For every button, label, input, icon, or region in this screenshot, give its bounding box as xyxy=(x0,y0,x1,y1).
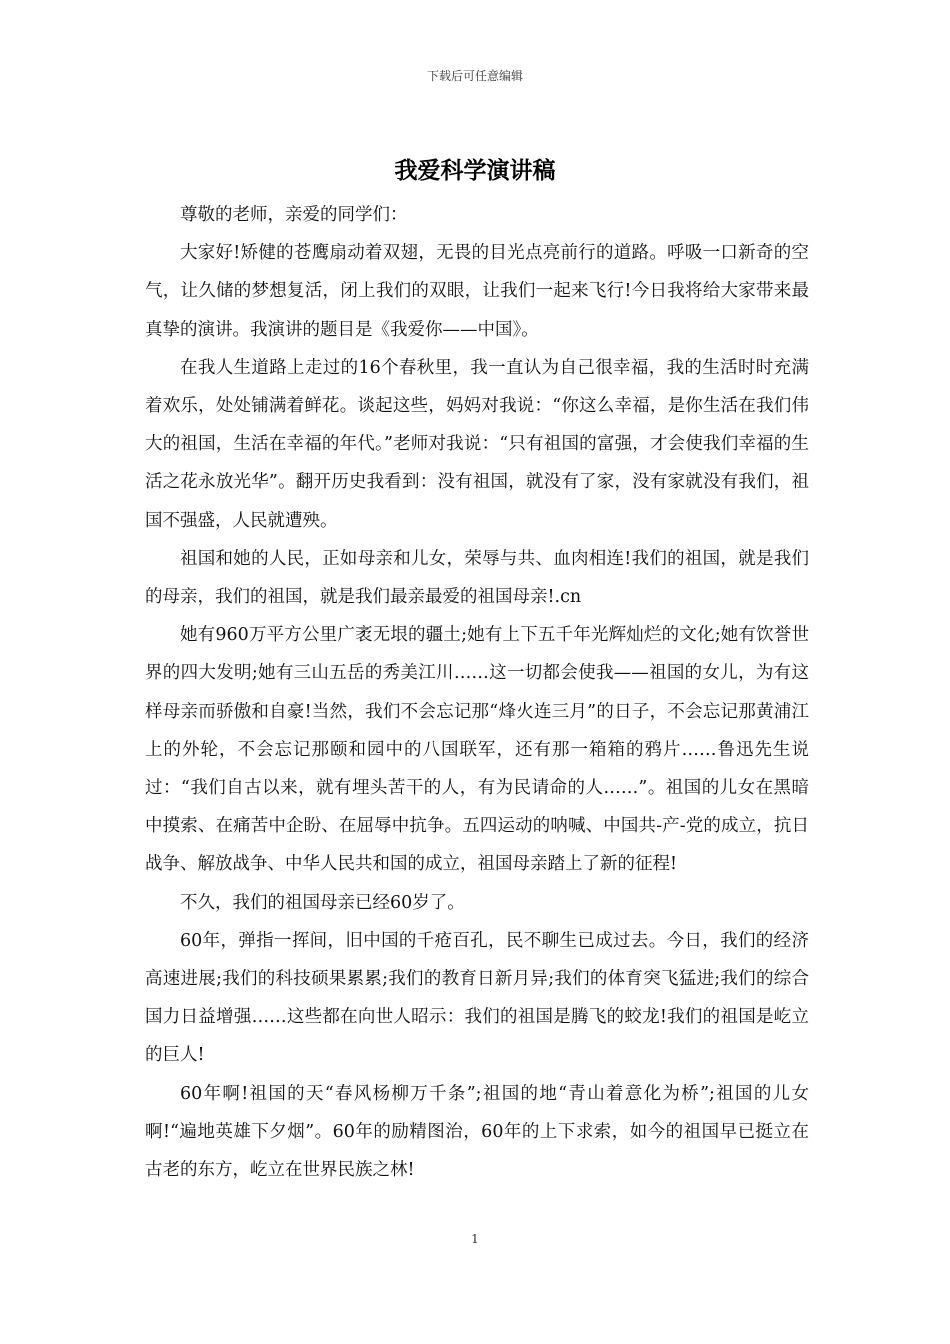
document-body xyxy=(145,196,809,1189)
paragraph-closing: 60年啊!祖国的天“春风杨柳万千条”;祖国的地“青山着意化为桥”;祖国的儿女啊!“遍地英雄下夕烟”。60年的励精图治，60年的上下求索，如今的祖国早已挺立在古老的东方，屹立在世界民族之林! xyxy=(145,1083,809,1181)
paragraph-achievements: 60年，弹指一挥间，旧中国的千疮百孔，民不聊生已成过去。今日，我们的经济高速进展;我们的科技硕果累累;我们的教育日新月异;我们的体育突飞猛进;我们的综合国力日益增强……这些都在向世人昭示：我们的祖国是腾飞的蛟龙!我们的祖国是屹立的巨人! xyxy=(145,930,809,1066)
paragraph-sixty-years-old: 不久，我们的祖国母亲已经60岁了。 xyxy=(180,892,465,913)
page-header: 下载后可任意编辑 xyxy=(426,69,523,83)
paragraph-sixteen-years: 在我人生道路上走过的16个春秋里，我一直认为自己很幸福，我的生活时时充满着欢乐，处处铺满着鲜花。谈起这些，妈妈对我说：“你这么幸福，是你生活在我们伟大的祖国，生活在幸福的年代。”老师对我说：“只有祖国的富强，才会使我们幸福的生活之花永放光华”。翻开历史我看到：没有祖国，就没有了家，没有家就没有我们，祖国不强盛，人民就遭殃。 xyxy=(145,357,809,531)
document-title: 我爱科学演讲稿 xyxy=(394,157,556,184)
paragraph-salutation: 尊敬的老师，亲爱的同学们： xyxy=(180,205,408,225)
paragraph-motherland-mother: 祖国和她的人民，正如母亲和儿女，荣辱与共、血肉相连!我们的祖国，就是我们的母亲，我们的祖国，就是我们最亲最爱的祖国母亲!.cn xyxy=(145,548,809,608)
page-number: 1 xyxy=(471,1232,479,1246)
paragraph-opening: 大家好!矫健的苍鹰扇动着双翅，无畏的目光点亮前行的道路。呼吸一口新奇的空气，让久储的梦想复活，闭上我们的双眼，让我们一起来飞行!今日我将给大家带来最真挚的演讲。我演讲的题目是《我爱你——中国》。 xyxy=(145,243,809,340)
paragraph-history: 她有960万平方公里广袤无垠的疆土;她有上下五千年光辉灿烂的文化;她有饮誉世界的四大发明;她有三山五岳的秀美江川……这一切都会使我——祖国的女儿，为有这样母亲而骄傲和自豪!当然，我们不会忘记那“烽火连三月”的日子，不会忘记那黄浦江上的外轮，不会忘记那颐和园中的八国联军，还有那一箱箱的鸦片……鲁迅先生说过：“我们自古以来，就有埋头苦干的人，有为民请命的人……”。祖国的儿女在黑暗中摸索、在痛苦中企盼、在屈辱中抗争。五四运动的呐喊、中国共-产-党的成立，抗日战争、解放战争、中华人民共和国的成立，祖国母亲踏上了新的征程! xyxy=(145,625,809,875)
